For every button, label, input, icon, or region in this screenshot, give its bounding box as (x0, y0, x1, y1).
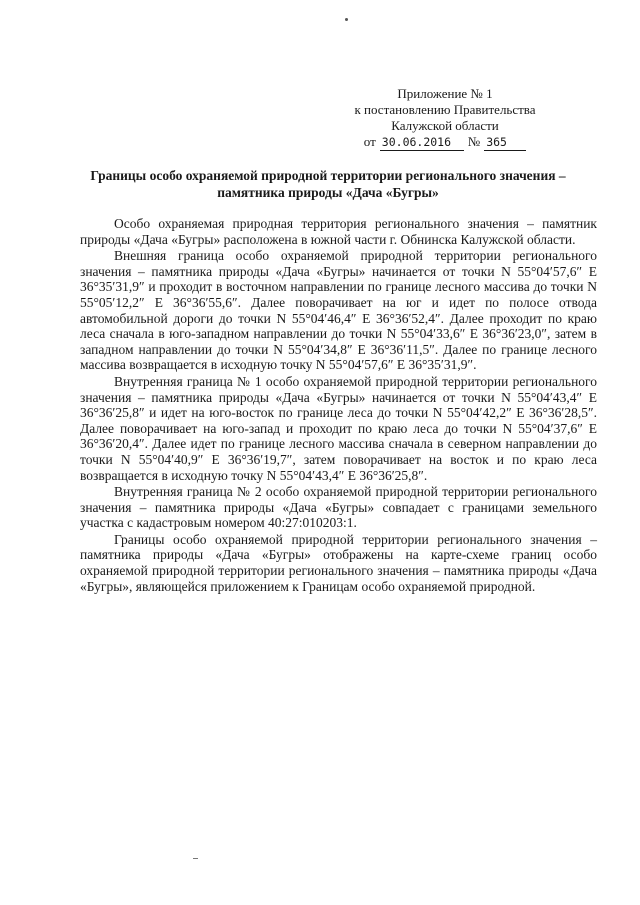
date-prefix: от (363, 134, 376, 149)
resolution-number: 365 (484, 134, 526, 151)
resolution-date-row (340, 134, 550, 151)
appendix-region: Калужской области (391, 118, 499, 133)
paragraph-map-reference: Границы особо охраняемой природной территории регионального значения – памятника природы «Дача «Бугры» отображены на карте-схеме границ особо охраняемой природной территории регионального значения – памятника природы «Дача «Бугры», являющейся приложением к Границам особо охраняемой природной. (80, 531, 597, 594)
appendix-resolution: к постановлению Правительства (354, 102, 536, 117)
number-prefix: № (467, 134, 481, 149)
paragraph-outer-boundary: Внешняя граница особо охраняемой природной территории регионального значения – памятника природы «Дача «Бугры» начинается от точки N 55°04′57,6″ E 36°35′31,9″ и проходит в восточном направлении по границе лесного массива до точки N 55°05′12,2″ E 36°36′55,6″. Далее поворачивает на юг и идет по полосе отвода автомобильной дороги до точки N 55°04′46,4″ E 36°36′52,4″. Далее проходит по краю леса сначала в юго-западном направлении до точки N 55°04′33,6″ E 36°36′23,0″, затем в западном направлении до точки N 55°04′34,8″ E 36°36′11,5″. Далее по границе лесного массива возвращается в исходную точку N 55°04′57,6″ E 36°35′31,9″. (80, 248, 597, 373)
title-line-2: памятника природы «Дача «Бугры» (217, 184, 439, 200)
resolution-date: 30.06.2016 (380, 134, 464, 151)
appendix-number: Приложение № 1 (397, 86, 493, 101)
appendix-header (340, 86, 550, 151)
paragraph-intro: Особо охраняемая природная территория регионального значения – памятник природы «Дача «Бугры» расположена в южной части г. Обнинска Калужской области. (80, 216, 597, 247)
scan-mark (193, 858, 198, 859)
document-body (80, 216, 597, 595)
document-title (80, 168, 576, 201)
scan-speck (345, 18, 348, 21)
paragraph-inner-boundary-2: Внутренняя граница № 2 особо охраняемой природной территории регионального значения – памятника природы «Дача «Бугры» совпадает с границами земельного участка с кадастровым номером 40:27:010203:1. (80, 484, 597, 531)
title-line-1: Границы особо охраняемой природной территории регионального значения – (90, 168, 566, 183)
paragraph-inner-boundary-1: Внутренняя граница № 1 особо охраняемой природной территории регионального значения – памятника природы «Дача «Бугры» начинается от точки N 55°04′43,4″ E 36°36′25,8″ и идет на юго-восток по границе леса до точки N 55°04′42,2″ E 36°36′28,5″. Далее поворачивает на юго-запад и проходит по краю леса до точки N 55°04′37,6″ E 36°36′20,4″. Далее идет по границе лесного массива сначала в северном направлении до точки N 55°04′40,9″ E 36°36′19,7″, затем поворачивает на восток и по краю леса возвращается в исходную точку N 55°04′43,4″ E 36°36′25,8″. (80, 373, 597, 483)
